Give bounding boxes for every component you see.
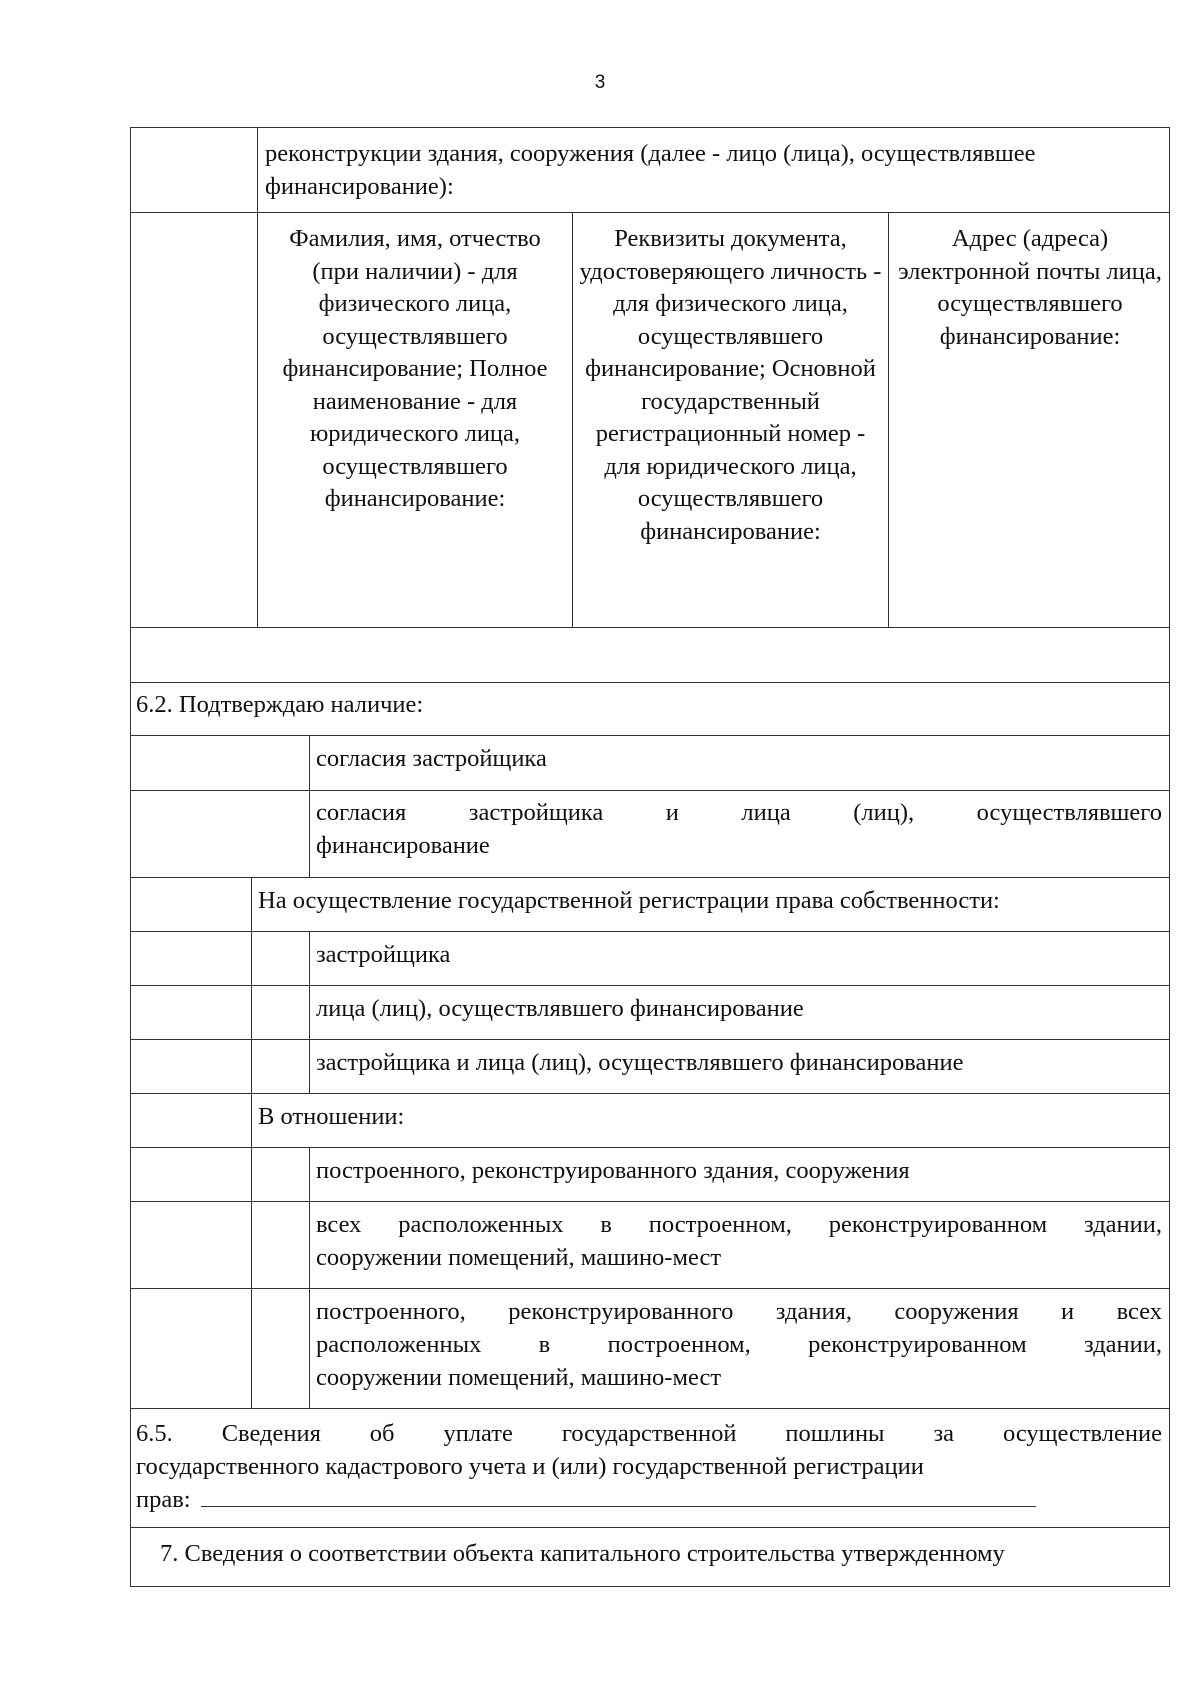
s6-1-col2-header: Реквизиты документа, удостоверяющего личность - для физического лица, осуществлявшего финансирование; Основной государственный регистрационный номер - для юридического лица, осуществлявшего финансирование: <box>579 225 882 545</box>
row-divider <box>130 627 1170 628</box>
s6-5-line3 <box>136 1484 1036 1517</box>
s6-3-option3: застройщика и лица (лиц), осуществлявшего финансирование <box>316 1049 964 1076</box>
s6-1-col3-header: Адрес (адреса) электронной почты лица, осуществлявшего финансирование: <box>898 225 1162 350</box>
row-divider <box>130 1039 1170 1040</box>
fee-input-line[interactable] <box>201 1484 1036 1507</box>
row-divider <box>130 735 1170 736</box>
s6-3-option2: лица (лиц), осуществлявшего финансирование <box>316 995 804 1022</box>
row-divider <box>130 1093 1170 1094</box>
row-divider <box>130 931 1170 932</box>
col-divider <box>572 212 573 627</box>
col-divider <box>309 931 310 1093</box>
s6-5-line1: 6.5. Сведения об уплате государственной пошлины за осуществление <box>136 1420 1162 1447</box>
row-divider <box>130 682 1170 683</box>
s6-2-title: 6.2. Подтверждаю наличие: <box>136 691 424 718</box>
s6-2-option1: согласия застройщика <box>316 745 547 772</box>
s6-3-option1: застройщика <box>316 941 451 968</box>
col-divider <box>309 735 310 877</box>
row-divider <box>130 877 1170 878</box>
s6-4-option3-line2: расположенных в построенном, реконструированном здании, <box>316 1331 1162 1358</box>
row-divider <box>130 1147 1170 1148</box>
s7-title: 7. Сведения о соответствии объекта капитального строительства утвержденному <box>160 1540 1005 1567</box>
s6-4-option1: построенного, реконструированного здания, сооружения <box>316 1157 910 1184</box>
s6-3-title: На осуществление государственной регистрации права собственности: <box>258 887 1000 914</box>
col-divider <box>251 877 252 1408</box>
s6-5-line2: государственного кадастрового учета и (или) государственной регистрации <box>136 1453 924 1480</box>
page-number: 3 <box>594 72 606 93</box>
s6-4-option3-line3: сооружении помещений, машино-мест <box>316 1364 722 1391</box>
s6-2-option2-line2: финансирование <box>316 832 490 859</box>
row-divider <box>130 1527 1170 1528</box>
s6-4-option2-line1: всех расположенных в построенном, реконструированном здании, <box>316 1211 1162 1238</box>
row-divider <box>130 1408 1170 1409</box>
s6-4-option2-line2: сооружении помещений, машино-мест <box>316 1244 722 1271</box>
row-divider <box>130 790 1170 791</box>
row-divider <box>130 985 1170 986</box>
s6-2-option2-line1: согласия застройщика и лица (лиц), осуществлявшего <box>316 799 1162 826</box>
row-divider <box>130 1288 1170 1289</box>
s6-1-col1-header: Фамилия, имя, отчество (при наличии) - для физического лица, осуществлявшего финансирование; Полное наименование - для юридического лица, осуществлявшего финансирование: <box>282 225 548 512</box>
col-divider <box>257 127 258 627</box>
s6-4-title: В отношении: <box>258 1103 405 1130</box>
col-divider <box>888 212 889 627</box>
row-divider <box>130 212 1170 213</box>
s6-5-label: прав: <box>136 1486 191 1513</box>
s6-1-intro-line2: финансирование): <box>265 173 454 200</box>
s6-4-option3-line1: построенного, реконструированного здания, сооружения и всех <box>316 1298 1162 1325</box>
s6-1-intro-line1: реконструкции здания, сооружения (далее - лицо (лица), осуществлявшее <box>265 140 1036 167</box>
col-divider <box>309 1147 310 1408</box>
row-divider <box>130 1201 1170 1202</box>
